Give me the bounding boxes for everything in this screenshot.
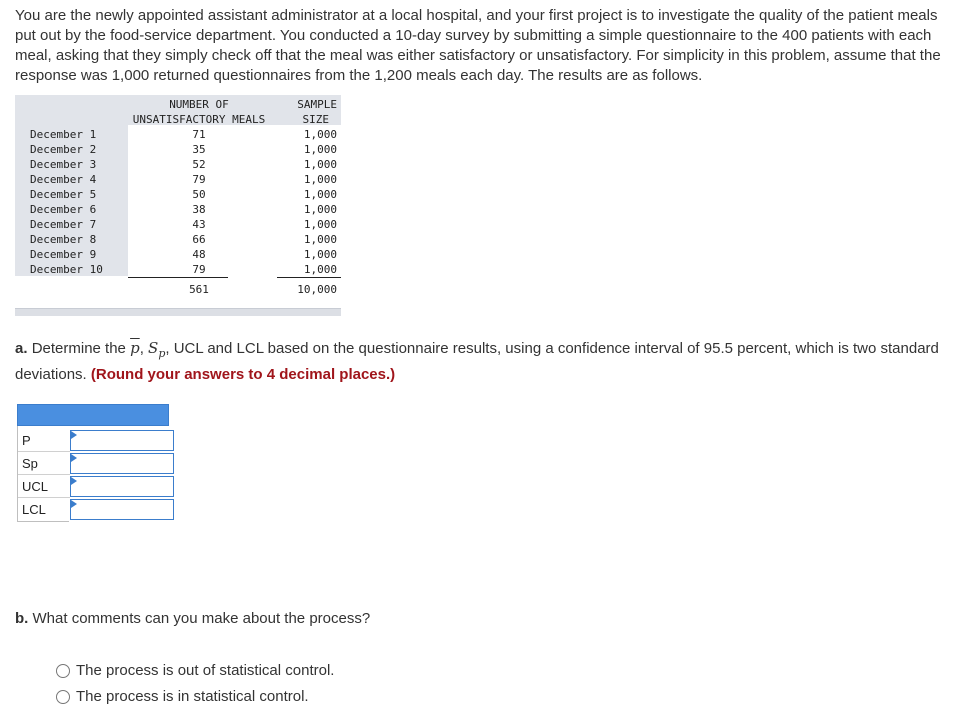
part-a-question <box>15 338 950 385</box>
row-unsatisfactory: 43 <box>192 218 206 231</box>
header-unsatisfactory-line2: UNSATISFACTORY MEALS <box>132 113 266 126</box>
part-a-text-2: UCL and LCL based on the questionnaire results, using a confidence interval of 95.5 percent, which is two standard deviations. <box>15 340 939 383</box>
answer-row-sp <box>17 452 170 475</box>
row-day: December 5 <box>30 188 97 201</box>
option-text: The process is out of statistical control. <box>76 662 335 679</box>
part-b-text: What comments can you make about the process? <box>32 610 371 627</box>
row-sample: 1,000 <box>303 203 337 216</box>
row-day: December 10 <box>30 263 103 276</box>
row-sample: 1,000 <box>303 263 337 276</box>
row-day: December 6 <box>30 203 97 216</box>
answer-row-p <box>17 429 170 452</box>
answer-row-ucl <box>17 475 170 498</box>
p-bar-symbol: $\overline{p}$ <box>130 339 140 357</box>
row-day: December 8 <box>30 233 97 246</box>
part-a-text-1: Determine the <box>31 340 126 357</box>
ucl-input[interactable] <box>70 476 174 497</box>
row-unsatisfactory: 71 <box>192 128 206 141</box>
radio-button-icon[interactable] <box>56 664 70 678</box>
row-sample: 1,000 <box>303 158 337 171</box>
part-b-question <box>15 609 370 629</box>
row-unsatisfactory: 79 <box>192 263 206 276</box>
comma-2: , <box>165 340 170 357</box>
row-sample: 1,000 <box>303 233 337 246</box>
lcl-input[interactable] <box>70 499 174 520</box>
p-bar-input[interactable] <box>70 430 174 451</box>
radio-button-icon[interactable] <box>56 690 70 704</box>
row-sample: 1,000 <box>303 128 337 141</box>
row-day: December 3 <box>30 158 97 171</box>
sp-input[interactable] <box>70 453 174 474</box>
survey-results-table <box>15 95 341 315</box>
rounding-instruction: (Round your answers to 4 decimal places.) <box>90 366 396 383</box>
sp-sub: p <box>158 347 166 360</box>
input-marker-icon <box>71 431 77 439</box>
sp-symbol <box>148 339 166 360</box>
answer-label: LCL <box>22 502 46 517</box>
answer-table-header <box>17 404 169 426</box>
row-sample: 1,000 <box>303 248 337 261</box>
total-rule-sample <box>277 277 341 278</box>
row-day: December 4 <box>30 173 97 186</box>
answer-table <box>17 404 170 522</box>
row-day: December 2 <box>30 143 97 156</box>
row-unsatisfactory: 35 <box>192 143 206 156</box>
answer-row-lcl <box>17 498 69 522</box>
row-unsatisfactory: 38 <box>192 203 206 216</box>
option-in-control[interactable] <box>56 688 309 706</box>
row-unsatisfactory: 52 <box>192 158 206 171</box>
row-sample: 1,000 <box>303 143 337 156</box>
total-unsatisfactory: 561 <box>189 283 209 296</box>
answer-label: Sp <box>22 456 38 471</box>
answer-label: UCL <box>22 479 49 494</box>
comma: , <box>139 340 144 357</box>
row-unsatisfactory: 48 <box>192 248 206 261</box>
input-marker-icon <box>71 454 77 462</box>
row-day: December 1 <box>30 128 97 141</box>
option-text: The process is in statistical control. <box>76 688 309 705</box>
row-unsatisfactory: 79 <box>192 173 206 186</box>
part-a-label: a. <box>15 340 28 357</box>
row-day: December 7 <box>30 218 97 231</box>
total-sample: 10,000 <box>297 283 337 296</box>
option-out-of-control[interactable] <box>56 662 334 680</box>
table-bottom-bar <box>15 308 341 316</box>
input-marker-icon <box>71 477 77 485</box>
answer-label: P <box>22 433 31 448</box>
row-unsatisfactory: 50 <box>192 188 206 201</box>
part-b-label: b. <box>15 610 29 627</box>
row-sample: 1,000 <box>303 188 337 201</box>
problem-statement: You are the newly appointed assistant administrator at a local hospital, and your first project is to investigate the quality of the patient meals put out by the food-service department. You conducted a 10-day survey by submitting a simple questionnaire to the 400 patients with each meal, asking that they simply check off that the meal was either satisfactory or unsatisfactory. For simplicity in this problem, assume that the response was 1,000 returned questionnaires from the 1,200 meals each day. The results are as follows. <box>15 7 941 84</box>
header-sample-line1: SAMPLE <box>297 98 337 111</box>
row-sample: 1,000 <box>303 218 337 231</box>
input-marker-icon <box>71 500 77 508</box>
row-unsatisfactory: 66 <box>192 233 206 246</box>
header-sample-line2: SIZE <box>302 113 329 126</box>
header-unsatisfactory-line1: NUMBER OF <box>169 98 229 111</box>
row-sample: 1,000 <box>303 173 337 186</box>
total-rule-unsatisfactory <box>128 277 228 278</box>
sp-main: S <box>148 339 159 357</box>
row-day: December 9 <box>30 248 97 261</box>
